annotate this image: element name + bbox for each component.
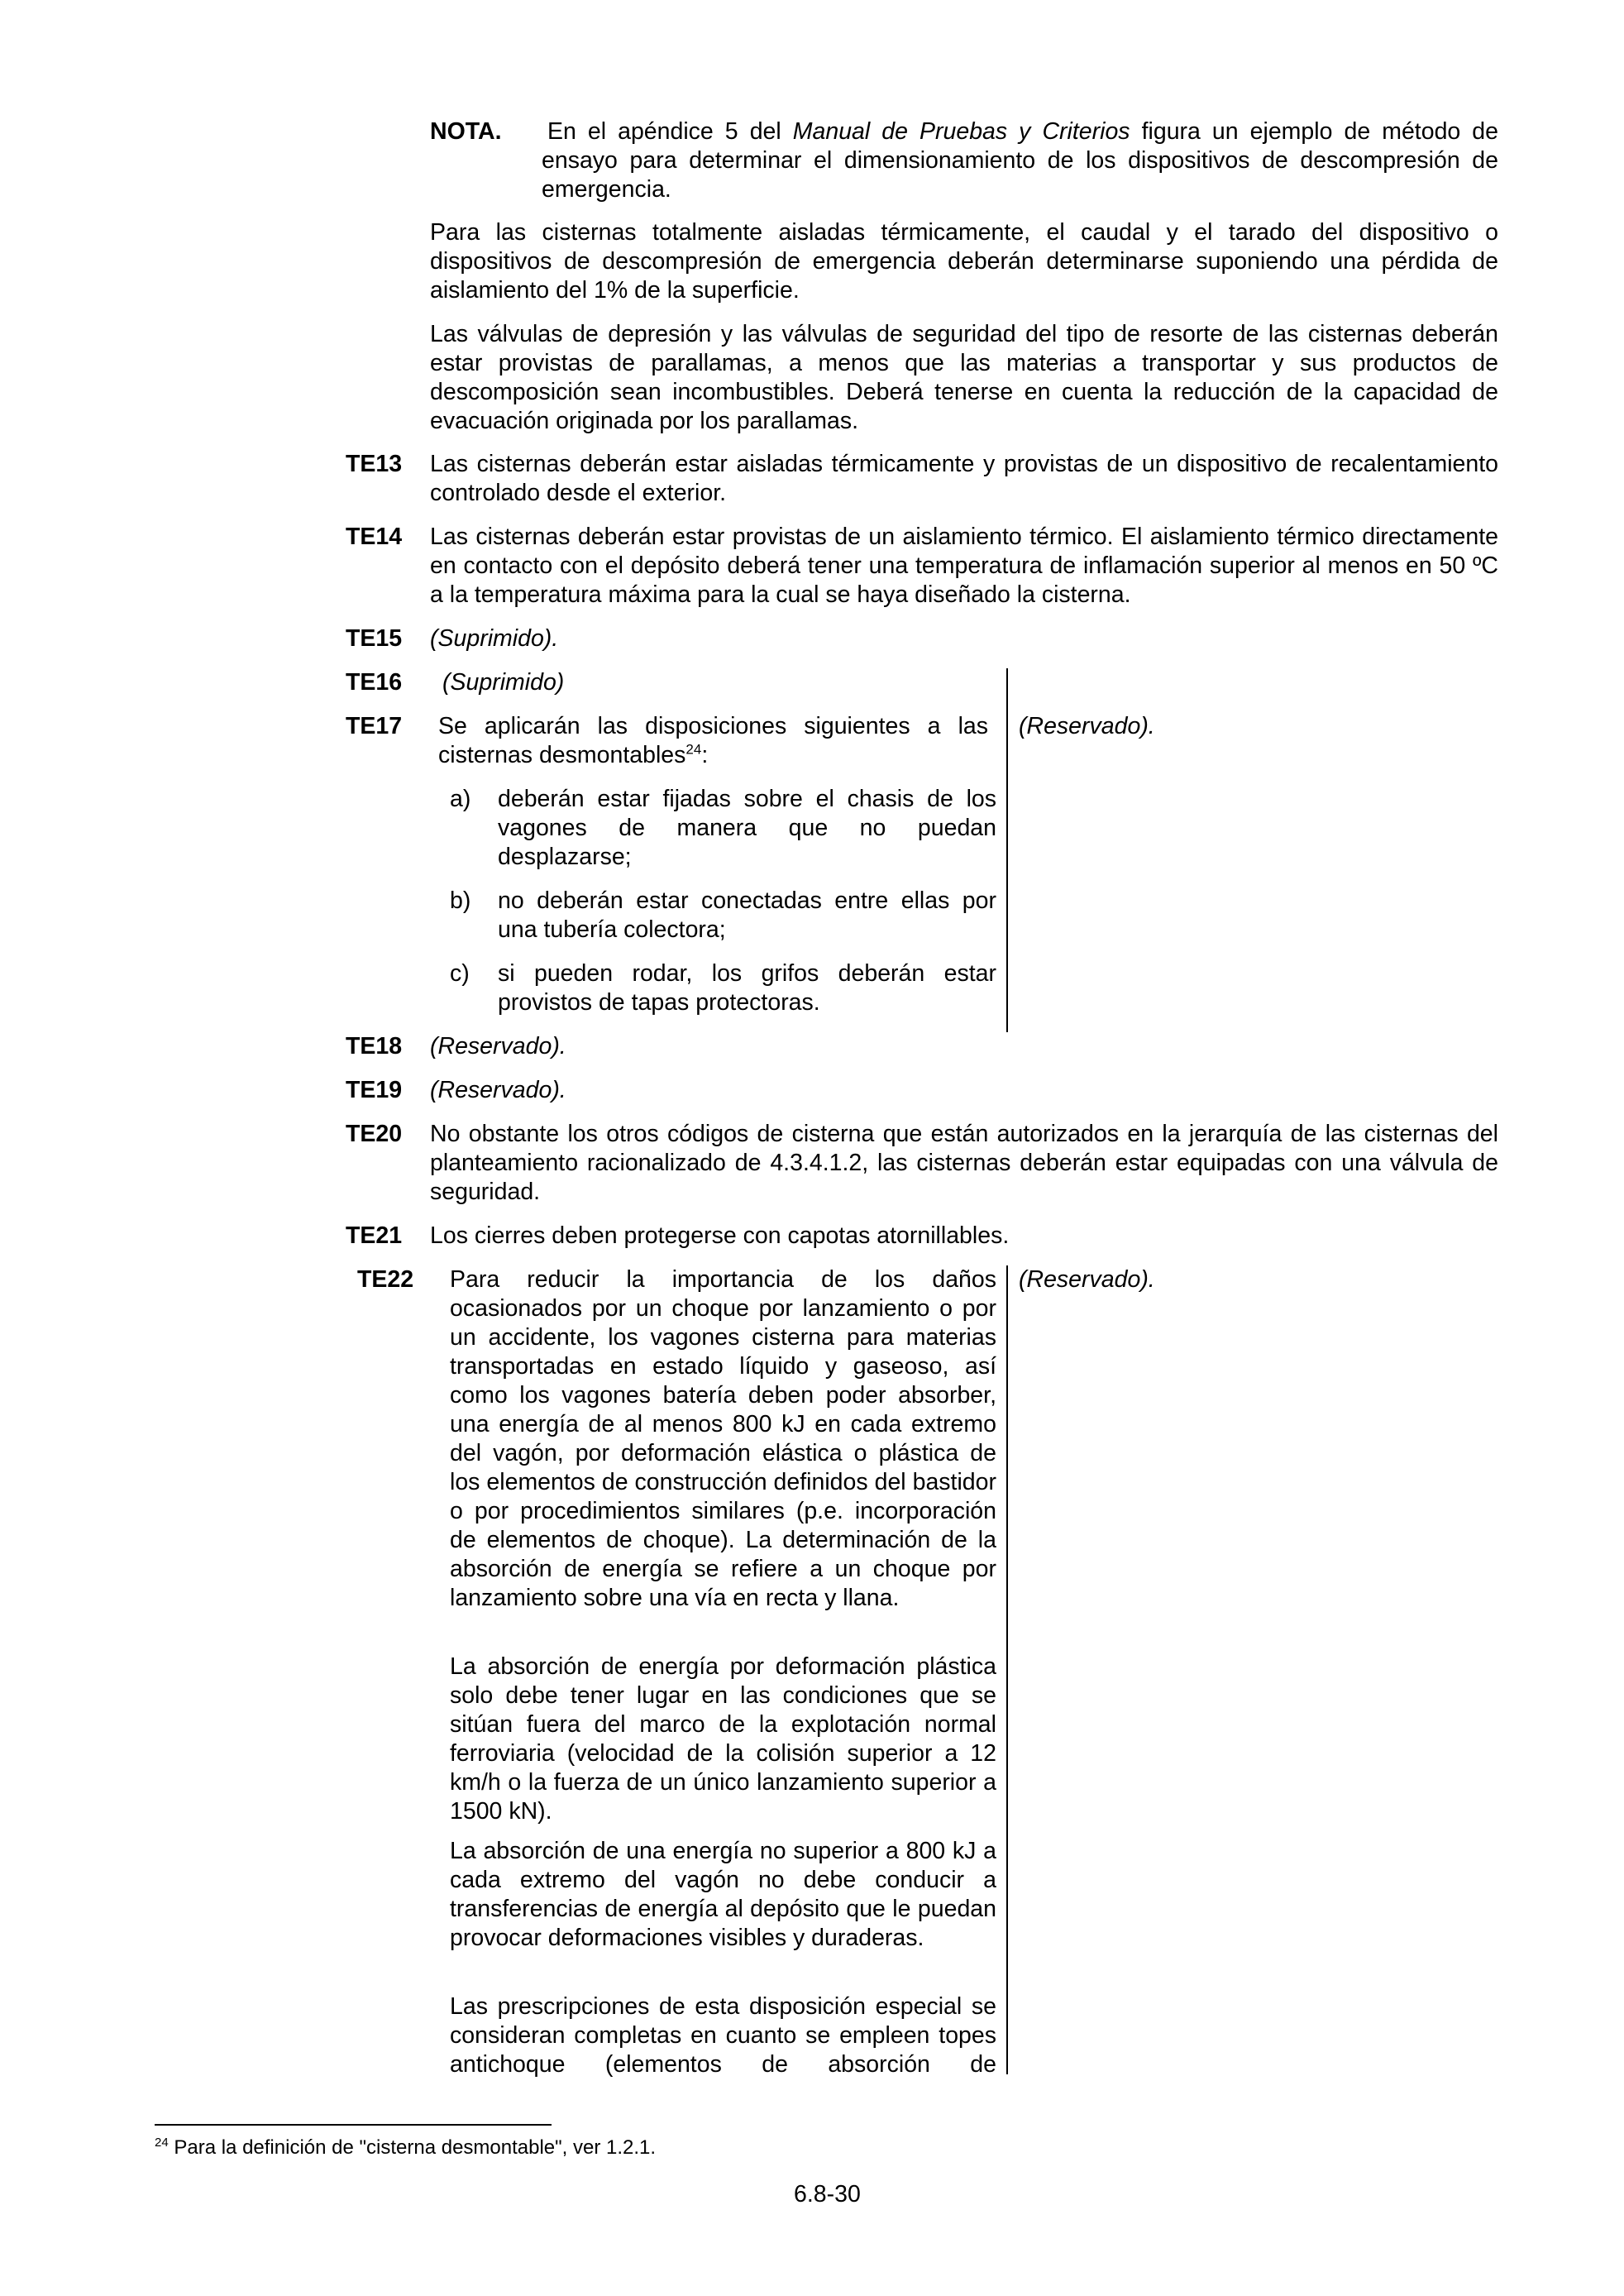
- footnote-24: [155, 2136, 656, 2160]
- item-text: si pueden rodar, los grifos deberán estar provistos de tapas protectoras.: [498, 960, 996, 1016]
- nota-label: NOTA.: [430, 118, 502, 145]
- footnote-ref-24: 24: [685, 741, 702, 758]
- nota-block: [430, 117, 1498, 204]
- column-divider-te16-te17: [1006, 668, 1008, 1032]
- code-te14: TE14: [346, 524, 403, 550]
- code-te22: TE22: [357, 1266, 414, 1293]
- paragraph-flame-arresters: Las válvulas de depresión y las válvulas de seguridad del tipo de resorte de las cisternas deberán estar provistas de parallamas, a menos que las materias a transportar y sus productos de descomposición sean incombustibles. Deberá tenerse en cuenta la reducción de la capacidad de evacuación originada por los parallamas.: [430, 321, 1498, 434]
- te22-paragraph-1: Para reducir la importancia de los daños ocasionados por un choque por lanzamiento o por un accidente, los vagones cisterna para materias transportadas en estado líquido y gaseoso, así como los vagones batería deben poder absorber, una energía de al menos 800 kJ en cada extremo del vagón, por deformación elástica o plástica de los elementos de construcción definidos del bastidor o por procedimientos similares (p.e. incorporación de elementos de choque). La determinación de la absorción de energía se refiere a un choque por lanzamiento sobre una vía en recta y llana.: [450, 1266, 996, 1611]
- code-te16: TE16: [346, 669, 403, 696]
- te17-intro: Se aplicarán las disposiciones siguientes a las cisternas desmontables$^{24}$:: [438, 713, 988, 768]
- te21-text: Los cierres deben protegerse con capotas atornillables.: [430, 1222, 1010, 1249]
- te17-reserved: (Reservado).: [1019, 713, 1155, 739]
- te15-text: (Suprimido).: [430, 625, 559, 652]
- te19-text: (Reservado).: [430, 1077, 566, 1103]
- paragraph-insulation: Para las cisternas totalmente aisladas térmicamente, el caudal y el tarado del dispositivo o dispositivos de descompresión de emergencia deberán determinarse suponiendo una pérdida de aislamiento del 1% de la superficie.: [430, 219, 1498, 304]
- code-te21: TE21: [346, 1222, 403, 1249]
- item-label: a): [450, 786, 471, 812]
- item-label: c): [450, 960, 470, 987]
- code-te17: TE17: [346, 713, 403, 739]
- nota-text: En el apéndice 5 del Manual de Pruebas y Criterios figura un ejemplo de método de ensayo para determinar el dimensionamiento de los dispositivos de descompresión de emergencia.: [542, 118, 1498, 203]
- te22-reserved: (Reservado).: [1019, 1266, 1155, 1293]
- item-text: deberán estar fijadas sobre el chasis de los vagones de manera que no puedan desplazarse;: [498, 786, 996, 870]
- footnote-text: Para la definición de "cisterna desmontable", ver 1.2.1.: [174, 2136, 657, 2159]
- code-te15: TE15: [346, 625, 403, 652]
- te22-paragraph-3: La absorción de una energía no superior a 800 kJ a cada extremo del vagón no debe conducir a transferencias de energía al depósito que le puedan provocar deformaciones visibles y duraderas.: [450, 1838, 996, 1951]
- item-label: b): [450, 887, 471, 914]
- te18-text: (Reservado).: [430, 1033, 566, 1060]
- item-text: no deberán estar conectadas entre ellas por una tubería colectora;: [498, 887, 996, 943]
- te16-text: (Suprimido): [442, 669, 565, 696]
- te20-text: No obstante los otros códigos de cisterna que están autorizados en la jerarquía de las cisternas del planteamiento racionalizado de 4.3.4.1.2, las cisternas deberán estar equipadas con una válvula de seguridad.: [430, 1121, 1498, 1205]
- te14-text: Las cisternas deberán estar provistas de un aislamiento térmico. El aislamiento térmico directamente en contacto con el depósito deberá tener una temperatura de inflamación superior al menos en 50 ºC a la temperatura máxima para la cual se haya diseñado la cisterna.: [430, 524, 1498, 608]
- footnote-separator: [155, 2124, 552, 2126]
- code-te13: TE13: [346, 451, 403, 477]
- code-te18: TE18: [346, 1033, 403, 1060]
- footnote-number: 24: [155, 2136, 169, 2150]
- page-number: 6.8-30: [794, 2181, 861, 2208]
- column-divider-te22: [1006, 1265, 1008, 2074]
- code-te20: TE20: [346, 1121, 403, 1147]
- te22-paragraph-2: La absorción de energía por deformación plástica solo debe tener lugar en las condiciones que se sitúan fuera del marco de la explotación normal ferroviaria (velocidad de la colisión superior a 12 km/h o la fuerza de un único lanzamiento superior a 1500 kN).: [450, 1653, 996, 1825]
- te22-paragraph-4: Las prescripciones de esta disposición especial se consideran completas en cuanto se empleen topes antichoque (elementos de absorción de: [450, 1993, 996, 2078]
- manual-title: Manual de Pruebas y Criterios: [792, 118, 1130, 145]
- code-te19: TE19: [346, 1077, 403, 1103]
- te13-text: Las cisternas deberán estar aisladas térmicamente y provistas de un dispositivo de recalentamiento controlado desde el exterior.: [430, 451, 1498, 506]
